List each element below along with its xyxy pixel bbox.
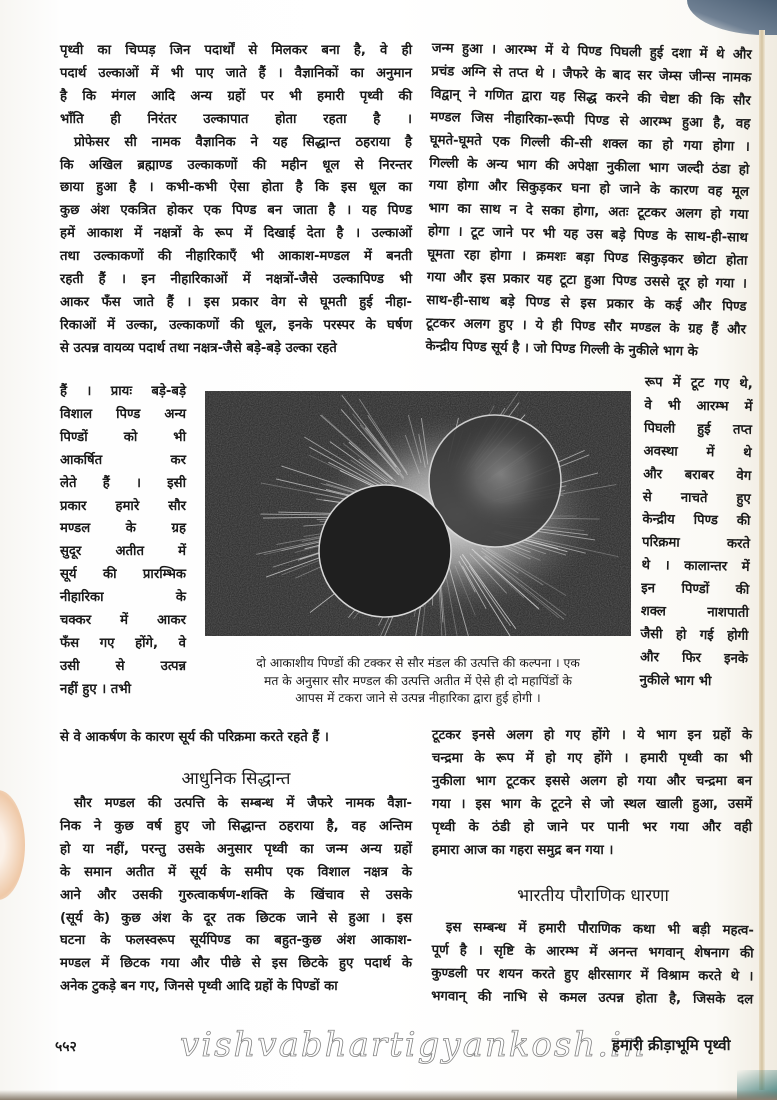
text-line: जन्म हुआ । आरम्भ में ये पिण्ड पिघली हुई दशा में थे और xyxy=(431,40,752,63)
text-line: टूटकर इनसे अलग हो गए होंगे । ये भाग इन ग्रहों के xyxy=(432,728,752,743)
text-line: पूर्ण है । सृष्टि के आरम्भ में अनन्त भगवान् शेषनाग की xyxy=(431,942,754,962)
page-shadow xyxy=(0,1090,777,1100)
text-line: और फिर इनके xyxy=(639,649,749,667)
text-line: गिल्ली के अन्य भाग की अपेक्षा नुकीला भाग जल्दी ठंडा हो xyxy=(429,155,750,178)
text-line: परिक्रमा करते xyxy=(641,535,751,553)
section-heading-modern-theory: आधुनिक सिद्धान्त xyxy=(181,769,291,789)
text-line: से नाचते हुए xyxy=(642,489,751,507)
smaller-body-highlight xyxy=(431,417,559,545)
larger-celestial-body xyxy=(319,485,451,617)
text-line: विशाल पिण्ड अन्य xyxy=(60,406,186,422)
right-column-mythology-text xyxy=(431,917,754,1012)
text-line: रहती हैं । इन नीहारिकाओं में नक्षत्रों-जैसे उल्कापिण्ड भी xyxy=(60,272,412,288)
text-line: नहीं हुए । तभी xyxy=(60,681,132,697)
text-line: लेते हैं । इसी xyxy=(60,475,186,491)
text-line: रूप में टूट गए थे, xyxy=(644,374,753,392)
text-line: साथ-ही-साथ बड़े पिण्ड से इस प्रकार के कई और पिण्ड xyxy=(426,292,747,315)
text-line: पिघली हुई तप्त xyxy=(643,420,753,438)
running-title: हमारी क्रीड़ाभूमि पृथ्वी xyxy=(612,1036,731,1054)
figure-caption xyxy=(202,655,634,708)
text-line: मण्डल में छिटक गया और पीछे से इस छिटके हुए पदार्थ के xyxy=(60,956,412,972)
text-line: हो या नहीं, परन्तु उसके अनुसार पृथ्वी का जन्म अन्य ग्रहों xyxy=(60,841,412,857)
text-line: निक ने कुछ वर्ष हुए जो सिद्धान्त ठहराया है, वह अन्तिम xyxy=(60,818,412,834)
text-line: सौर मण्डल की उत्पत्ति के सम्बन्ध में जैफरे नामक वैज्ञा- xyxy=(74,796,412,811)
collision-illustration-svg xyxy=(205,391,631,636)
text-line: कि अखिल ब्रह्माण्ड उल्काकणों की महीन धूल से निरन्तर xyxy=(60,157,412,173)
text-line: कुछ अंश एकत्रित होकर एक पिण्ड बन जाता है । यह पिण्ड xyxy=(60,203,412,219)
text-line: प्रचंड अग्नि से तप्त थे । जैफरे के बाद सर जेम्स जीन्स नामक xyxy=(431,63,752,86)
text-line: गया होगा और सिकुड़कर घना हो जाने के कारण वह मूल xyxy=(428,178,749,201)
text-line: छाया हुआ है । कभी-कभी ऐसा होता है कि इस धूल का xyxy=(60,180,412,196)
text-line: घटना के फलस्वरूप सूर्यपिण्ड का बहुत-कुछ अंश आकाश- xyxy=(60,933,412,949)
text-line: आकर फँस जाते हैं । इस प्रकार वेग से घूमती हुई नीहा- xyxy=(60,294,412,310)
page-edge xyxy=(759,30,765,1090)
text-line: फँस गए होंगे, वे xyxy=(60,635,186,651)
text-line: चक्कर में आकर xyxy=(60,613,186,629)
text-line: गया और इस प्रकार यह टूटा हुआ पिण्ड उससे दूर हो गया । xyxy=(426,270,748,292)
text-line: केन्द्रीय पिण्ड की xyxy=(642,512,751,530)
caption-line: दो आकाशीय पिण्डों की टक्कर से सौर मंडल की उत्पत्ति की कल्पना । एक xyxy=(256,656,580,670)
text-line: पृथ्वी के ठंडी हो जाने पर पानी भर गया और वही xyxy=(432,819,752,835)
text-line: पिण्डों को भी xyxy=(60,429,186,445)
text-line: गया । इस भाग के टूटने से जो स्थल खाली हुआ, उसमें xyxy=(432,796,752,812)
text-line: है कि मंगल आदि अन्य ग्रहों पर भी हमारी पृथ्वी की xyxy=(60,88,412,104)
website-watermark: vishvabhartigyankosh.in xyxy=(180,1025,647,1065)
left-column-modern-theory-text xyxy=(60,793,412,999)
section-heading-indian-mythology: भारतीय पौराणिक धारणा xyxy=(517,886,669,906)
page-number: ५५२ xyxy=(55,1039,77,1055)
left-column-text-bottom xyxy=(60,727,412,750)
text-line: रिकाओं में उल्का, उल्काकणों की धूल, इनके परस्पर के घर्षण xyxy=(60,317,412,333)
text-line: भाँति ही निरंतर उल्कापात होता रहता है । xyxy=(60,111,412,127)
text-line: शक्ल नाशपाती xyxy=(640,604,749,621)
caption-line: आपस में टकरा जाने से उत्पन्न नीहारिका द्वारा हुई होगी । xyxy=(295,691,541,705)
text-line: पृथ्वी का चिप्पड़ जिन पदार्थों से मिलकर बना है, वे ही xyxy=(60,43,412,58)
right-column-text-top xyxy=(425,38,752,365)
text-line: प्रोफेसर सी नामक वैज्ञानिक ने यह सिद्धान्त ठहराया है xyxy=(74,134,412,150)
text-line: पदार्थ उल्काओं में भी पाए जाते हैं । वैज्ञानिकों का अनुमान xyxy=(60,65,412,81)
text-line: मण्डल के ग्रह xyxy=(60,521,186,537)
text-line: उसी से उत्पन्न xyxy=(60,658,186,674)
text-line: आकर्षित कर xyxy=(60,452,186,468)
text-line: नुकीले भाग भी xyxy=(639,672,712,689)
text-line: जैसी हो गई होगी xyxy=(640,626,749,644)
text-line: प्रकार हमारे सौर xyxy=(60,498,186,514)
text-line: कुण्डली पर शयन करते हुए क्षीरसागर में विश्राम करते थे । xyxy=(431,965,754,985)
text-line: हमें आकाश में नक्षत्रों के रूप में दिखाई देता है । उल्काओं xyxy=(60,226,412,242)
text-line: सूर्य की प्रारम्भिक xyxy=(60,567,186,583)
text-line: (सूर्य के) कुछ अंश के दूर तक छिटक जाने से हुआ । इस xyxy=(60,910,412,926)
text-line: विद्वान् ने गणित द्वारा यह सिद्ध करने की चेष्टा की कि सौर xyxy=(430,86,751,109)
text-line: भगवान् की नाभि से कमल उत्पन्न होता है, जिसके दल xyxy=(431,988,754,1008)
text-line: आने और उसकी गुरुत्वाकर्षण-शक्ति के खिंचाव से उसके xyxy=(60,887,412,903)
text-line: नुकीला भाग टूटकर इससे अलग हो गया और चन्द्रमा बन xyxy=(432,773,752,789)
text-line: इन पिण्डों की xyxy=(641,581,750,599)
text-line: मण्डल जिस नीहारिका-रूपी पिण्ड से आरम्भ हुआ है, वह xyxy=(430,109,751,132)
text-line: नीहारिका के xyxy=(60,590,186,606)
text-line: अनेक टुकड़े बन गए, जिनसे पृथ्वी आदि ग्रहों के पिण्डों का xyxy=(60,979,338,995)
text-line: अवस्था में थे xyxy=(643,443,752,461)
text-line: घूमते-घूमते एक गिल्ली की-सी शक्ल का हो गया होगा । xyxy=(429,132,750,155)
right-column-text-bottom xyxy=(432,725,752,862)
text-line: से वे आकर्षण के कारण सूर्य की परिक्रमा करते रहते हैं । xyxy=(60,730,329,745)
caption-line: मत के अनुसार सौर मण्डल की उत्पत्ति अतीत में ऐसे ही दो महापिंडों के xyxy=(264,673,572,688)
text-line: हैं । प्रायः बड़े-बड़े xyxy=(60,384,186,399)
text-line: थे । कालान्तर में xyxy=(641,558,750,576)
thumb-holding-page xyxy=(0,790,25,900)
text-line: हमारा आज का गहरा समुद्र बन गया । xyxy=(432,842,614,858)
text-line: चन्द्रमा के रूप में हो गए होंगे । हमारी पृथ्वी का भी xyxy=(432,750,752,766)
text-line: और बराबर वेग xyxy=(643,466,752,484)
text-line: के समान अतीत में सूर्य के समीप एक विशाल नक्षत्र के xyxy=(60,864,412,880)
text-line: केन्द्रीय पिण्ड सूर्य है । जो पिण्ड गिल्ली के नुकीले भाग के xyxy=(425,338,698,360)
text-line: वे भी आरम्भ में xyxy=(644,397,753,415)
text-line: टूटकर अलग हुए । ये ही पिण्ड सौर मण्डल के ग्रह हैं और xyxy=(425,315,747,338)
left-column-text-top xyxy=(60,40,412,361)
text-line: होगा । टूट जाने पर भी यह उस बड़े पिण्ड के साथ-ही-साथ xyxy=(427,224,749,246)
text-line: घूमता रहा होगा । क्रमशः बड़ा पिण्ड सिकुड़कर छोटा होता xyxy=(427,247,748,269)
text-line: सुदूर अतीत में xyxy=(60,544,186,560)
text-line: इस सम्बन्ध में हमारी पौराणिक कथा भी बड़ी महत्व- xyxy=(445,920,754,939)
text-line: से उत्पन्न वायव्य पदार्थ तथा नक्षत्र-जैसे बड़े-बड़े उल्का रहते xyxy=(60,340,337,356)
text-line: तथा उल्काकणों की नीहारिकाएँ भी आकाश-मण्डल में बनती xyxy=(60,249,412,265)
collision-illustration xyxy=(205,391,631,636)
text-line: भाग का साथ न दे सका होगा, अतः टूटकर अलग हो गया xyxy=(428,201,749,224)
left-column-text-narrow xyxy=(60,381,186,702)
right-column-text-narrow xyxy=(639,372,753,695)
